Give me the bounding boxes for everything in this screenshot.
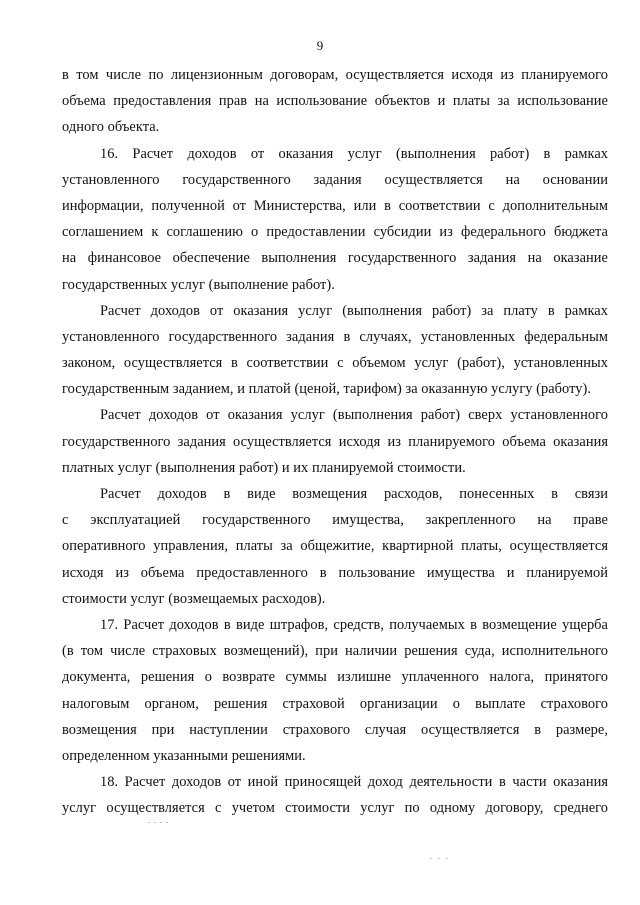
text-line: Расчет доходов от оказания услуг (выполнения работ) сверх установленного — [100, 407, 608, 424]
paragraph-beyond-task — [62, 402, 608, 481]
text-line: 18. Расчет доходов от иной приносящей доход деятельности в части оказания — [100, 774, 608, 791]
text-line: установленного государственного задания в случаях, установленных федеральным — [62, 328, 608, 345]
text-line: государственного задания осуществляется исходя из планируемого объема оказания — [62, 433, 608, 450]
text-line: на финансовое обеспечение выполнения государственного задания на оказание — [62, 250, 608, 267]
text-line: установленного государственного задания осуществляется на основании — [62, 171, 608, 188]
text-line: соглашением к соглашению о предоставлении субсидии из федерального бюджета — [62, 224, 608, 241]
text-line: возмещения при наступлении страхового случая осуществляется в размере, — [62, 721, 608, 738]
text-line: определенном указанными решениями. — [62, 747, 306, 764]
text-line: стоимости услуг (возмещаемых расходов). — [62, 590, 326, 607]
text-line: законом, осуществляется в соответствии с объемом услуг (работ), установленных — [62, 355, 608, 372]
text-line: налоговым органом, решения страховой организации о выплате страхового — [62, 695, 608, 712]
paragraph-paid-services — [62, 298, 608, 403]
text-line: информации, полученной от Министерства, или в соответствии с дополнительным — [62, 197, 608, 214]
text-line: 16. Расчет доходов от оказания услуг (выполнения работ) в рамках — [100, 145, 608, 162]
paragraph-continuation — [62, 62, 608, 141]
paragraph-reimbursement — [62, 481, 608, 612]
text-line: услуг осуществляется с учетом стоимости услуг по одному договору, среднего — [62, 800, 608, 817]
document-body — [62, 62, 608, 821]
text-line: оперативного управления, платы за общежитие, квартирной платы, осуществляется — [62, 538, 608, 555]
paragraph-17 — [62, 612, 608, 769]
text-line: исходя из объема предоставленного в пользование имущества и планируемой — [62, 564, 608, 581]
scan-artifact — [430, 858, 450, 860]
text-line: Расчет доходов в виде возмещения расходов, понесенных в связи — [100, 486, 608, 502]
paragraph-18 — [62, 769, 608, 821]
text-line: (в том числе страховых возмещений), при наличии решения суда, исполнительного — [62, 643, 608, 660]
text-line: объема предоставления прав на использование объектов и платы за использование — [62, 93, 608, 110]
text-line: с эксплуатацией государственного имущества, закрепленного на праве — [62, 512, 608, 529]
scan-artifact — [148, 822, 172, 824]
text-line: в том числе по лицензионным договорам, осуществляется исходя из планируемого — [62, 67, 608, 83]
text-line: документа, решения о возврате суммы излишне уплаченного налога, принятого — [62, 669, 608, 686]
paragraph-16 — [62, 141, 608, 298]
text-line: государственным заданием, и платой (ценой, тарифом) за оказанную услугу (работу). — [62, 381, 591, 398]
page-number: 9 — [316, 38, 324, 53]
text-line: Расчет доходов от оказания услуг (выполнения работ) за плату в рамках — [100, 302, 608, 319]
text-line: платных услуг (выполнения работ) и их планируемой стоимости. — [62, 459, 466, 476]
text-line: 17. Расчет доходов в виде штрафов, средств, получаемых в возмещение ущерба — [100, 616, 608, 633]
text-line: одного объекта. — [62, 119, 160, 136]
text-line: государственных услуг (выполнение работ). — [62, 276, 335, 293]
